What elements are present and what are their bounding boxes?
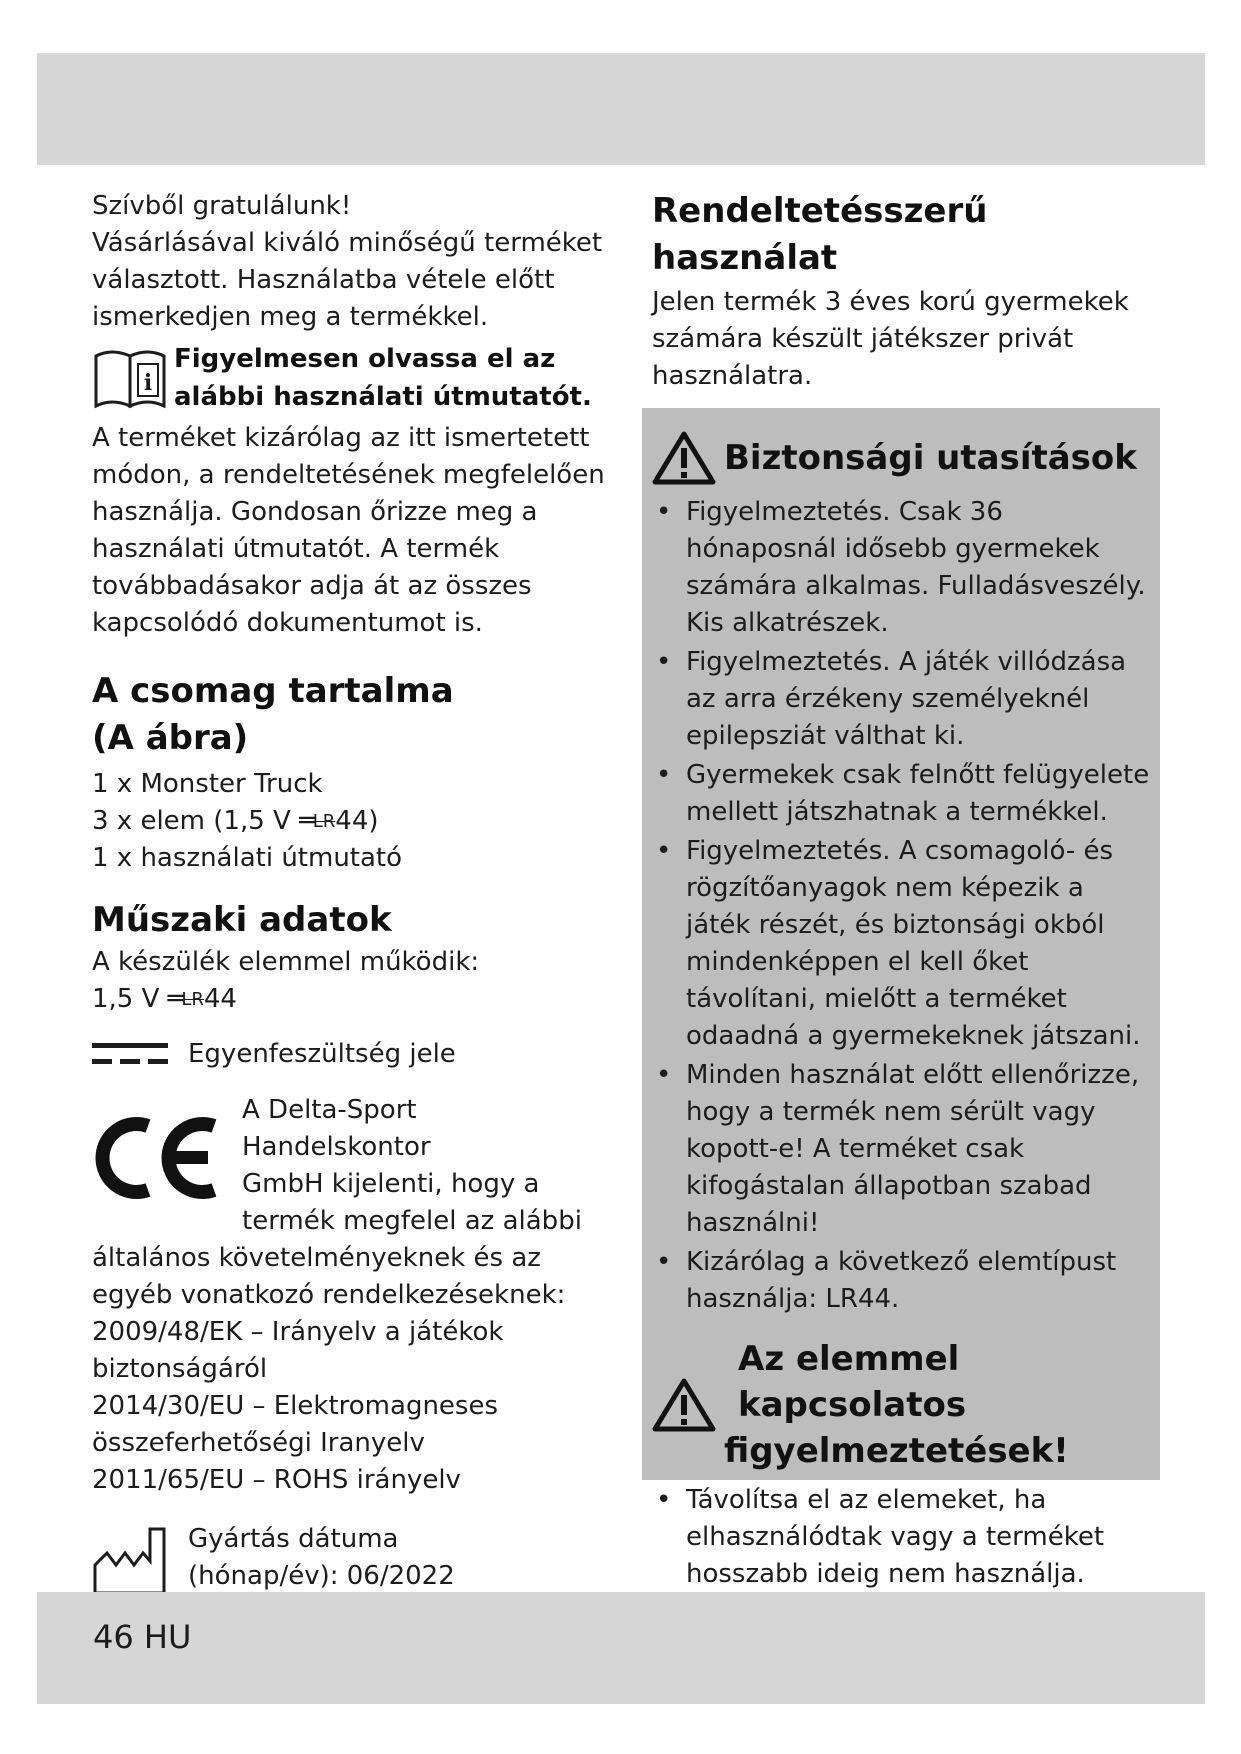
safety-box	[642, 408, 1160, 1589]
ce-declaration	[92, 1092, 612, 1240]
ce-text-line: GmbH kijelenti, hogy a	[242, 1169, 540, 1199]
usage-paragraph: A terméket kizárólag az itt ismertetett módon, a rendeltetésének megfelelően használja. Gondosan őrizze meg a használati útmutatót. A termék továbbadásakor adja át az összes kapcsolódó dokumentumot is.	[92, 423, 605, 638]
production-text	[188, 1521, 455, 1597]
technical-title: Műszaki adatok	[92, 900, 392, 940]
safety-item: • Minden használat előtt ellenőrizze, hogy a termék nem sérült vagy kopott-e! A terméket csak kifogástalan állapotban szabad használni!	[652, 1057, 1152, 1242]
battery-title	[716, 1336, 1152, 1474]
technical-line1: A készülék elemmel működik:	[92, 947, 480, 977]
dc-symbol-row	[92, 1032, 612, 1076]
dc-symbol: ═	[299, 806, 313, 836]
package-title-line1: A csomag tartalma	[92, 671, 454, 711]
package-item-batteries	[92, 803, 612, 840]
battery-code: LR	[312, 811, 336, 832]
package-item-truck: 1 x Monster Truck	[92, 769, 323, 799]
right-column	[652, 188, 1172, 395]
dc-label: Egyenfeszültség jele	[188, 1038, 456, 1069]
info-note-text: Figyelmesen olvassa el az alábbi használati útmutatót.	[174, 344, 592, 412]
safety-item: • Figyelmeztetés. A játék villódzása az arra érzékeny személyeknél epilepsziát válthat ki.	[652, 644, 1152, 755]
safety-item: • Figyelmeztetés. Csak 36 hónaposnál idősebb gyermekek számára alkalmas. Fulladásveszély. Kis alkatrészek.	[652, 494, 1152, 642]
direct-current-icon	[92, 1039, 168, 1069]
warning-icon	[652, 1377, 716, 1433]
production-label: Gyártás dátuma	[188, 1524, 399, 1554]
battery-title-line2: figyelmeztetések!	[724, 1431, 1069, 1471]
battery-list	[652, 1482, 1152, 1593]
header-band	[37, 53, 1205, 165]
intro-text: Vásárlásával kiváló minőségű terméket választott. Használatba vétele előtt ismerkedjen meg a termékkel.	[92, 228, 603, 332]
battery-header	[652, 1336, 1152, 1474]
package-item-manual: 1 x használati útmutató	[92, 843, 403, 873]
safety-item: • Kizárólag a következő elemtípust használja: LR44.	[652, 1244, 1152, 1318]
left-column	[92, 188, 612, 1597]
battery-item: • Távolítsa el az elemeket, ha elhasználódtak vagy a terméket hosszabb ideig nem használja.	[652, 1482, 1152, 1593]
technical-battery-suffix: 44	[203, 984, 237, 1014]
safety-header	[652, 430, 1152, 486]
technical-line2	[92, 981, 612, 1018]
package-item-batteries-suffix: 44)	[335, 806, 379, 836]
ce-continuation: általános követelményeknek és az egyéb vonatkozó rendelkezéseknek:	[92, 1243, 566, 1310]
production-value: (hónap/év): 06/2022	[188, 1561, 455, 1591]
production-date	[92, 1521, 612, 1597]
safety-item: • Gyermekek csak felnőtt felügyelete mellett játszhatnak a termékkel.	[652, 757, 1152, 831]
safety-item: • Figyelmeztetés. A csomagoló- és rögzítőanyagok nem képezik a játék részét, és biztonsági okból mindenképpen el kell őket távolítani, mielőtt a terméket odaadná a gyermekeknek játszani.	[652, 833, 1152, 1055]
directive-rohs: 2011/65/EU – ROHS irányelv	[92, 1465, 461, 1495]
factory-icon	[92, 1525, 168, 1597]
package-item-batteries-text: 3 x elem (1,5 V	[92, 806, 300, 836]
info-note	[92, 340, 612, 416]
intended-use-title-line1: Rendeltetésszerű	[652, 191, 988, 231]
directive-emc: 2014/30/EU – Elektromagneses összeferhetőségi Iranyelv	[92, 1391, 499, 1458]
battery-code: LR	[181, 989, 204, 1010]
ce-text-line: termék megfelel az alábbi	[242, 1206, 582, 1236]
technical-voltage: 1,5 V	[92, 984, 168, 1014]
ce-text	[242, 1092, 612, 1240]
footer-band	[37, 1592, 1205, 1704]
page-number: 46 HU	[93, 1618, 192, 1656]
directive-toys: 2009/48/EK – Irányelv a játékok biztonságáról	[92, 1317, 504, 1384]
intro-greeting: Szívből gratulálunk!	[92, 191, 352, 221]
ce-mark-icon	[92, 1108, 222, 1208]
intended-use-title-line2: használat	[652, 238, 838, 278]
package-title-line2: (A ábra)	[92, 718, 249, 758]
dc-symbol: ═	[167, 984, 182, 1014]
warning-icon	[652, 430, 716, 486]
svg-text:i: i	[143, 370, 153, 396]
ce-text-line: A Delta-Sport Handelskontor	[242, 1095, 431, 1162]
intended-use-text: Jelen termék 3 éves korú gyermekek számára készült játékszer privát használatra.	[652, 287, 1129, 391]
battery-title-line1: Az elemmel kapcsolatos	[738, 1339, 967, 1425]
safety-title: Biztonsági utasítások	[724, 438, 1137, 478]
manual-info-icon	[92, 346, 168, 410]
safety-list	[652, 494, 1152, 1318]
